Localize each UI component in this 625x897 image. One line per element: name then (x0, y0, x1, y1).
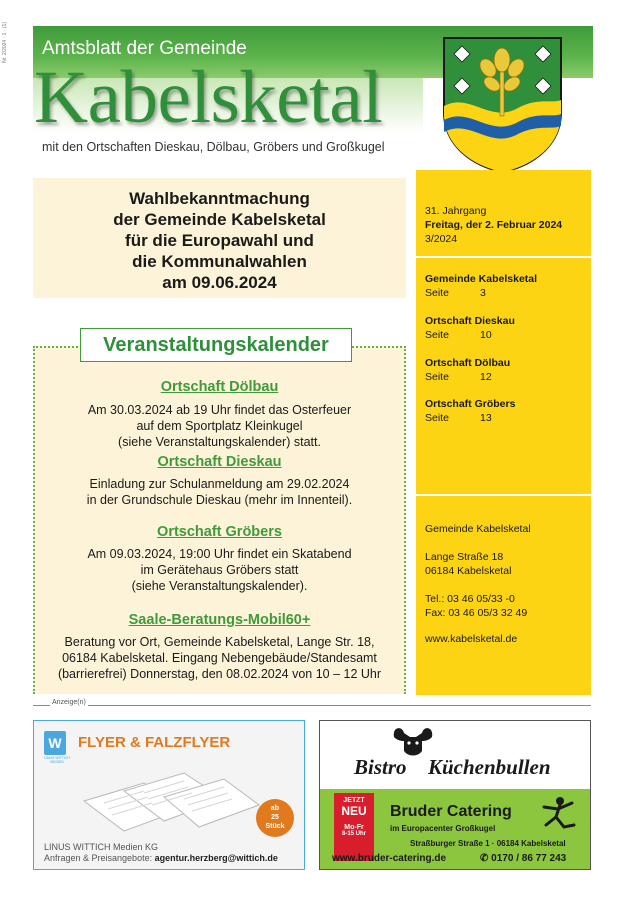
issue-number: 3/2024 (425, 233, 458, 245)
event-body (33, 546, 406, 594)
ad-flyer[interactable] (33, 720, 305, 870)
info-divider (416, 494, 591, 496)
event-body (33, 402, 406, 450)
event-line: Am 30.03.2024 ab 19 Uhr findet das Osterfeuer (87, 403, 352, 417)
side-code: Nr. 2/2024 · 1 · (1) (2, 22, 8, 63)
toc-page-number: 3 (480, 287, 486, 299)
election-line: Wahlbekanntmachung (129, 189, 310, 208)
toc-title: Gemeinde Kabelsketal (425, 273, 538, 285)
masthead-subtitle: mit den Ortschaften Dieskau, Dölbau, Gröbers und Großkugel (42, 140, 385, 154)
event-line: in der Grundschule Dieskau (mehr im Innenteil). (86, 493, 353, 507)
badge-number: 25 (271, 814, 279, 821)
toc-page-number: 12 (480, 371, 492, 383)
event-line: (siehe Veranstaltungskalender). (131, 579, 308, 593)
issue-date: Freitag, der 2. Februar 2024 (425, 219, 563, 231)
election-line: der Gemeinde Kabelsketal (113, 210, 326, 229)
badge-ab: ab (270, 805, 280, 812)
ad-separator (33, 705, 591, 706)
wittich-logo-label: LINUS WITTICH MEDIEN (44, 756, 70, 764)
flyer-email-link[interactable]: agentur.herzberg@wittich.de (154, 853, 278, 863)
contact-name: Gemeinde Kabelsketal (425, 523, 531, 535)
toc-page-number: 10 (480, 329, 492, 341)
event-heading: Ortschaft Dieskau (157, 454, 282, 470)
flyer-contact (44, 853, 278, 863)
coat-of-arms-icon (440, 34, 565, 174)
contact-tel: Tel.: 03 46 05/33 -0 (425, 593, 515, 605)
badge-hours: 8-15 Uhr (341, 831, 366, 837)
toc-seite-label: Seite (425, 412, 449, 424)
event-heading: Ortschaft Gröbers (157, 524, 282, 540)
price-badge (256, 799, 294, 837)
flyer-company: LINUS WITTICH Medien KG (44, 842, 159, 852)
ad-catering[interactable] (319, 720, 591, 870)
event-line: (barrierefrei) Donnerstag, den 08.02.2024 von 10 – 12 Uhr (57, 667, 382, 681)
badge-days: Mo-Fr (344, 824, 364, 831)
info-divider (416, 256, 591, 258)
event-calendar-title: Veranstaltungskalender (80, 328, 352, 362)
contact-city: 06184 Kabelsketal (425, 565, 512, 577)
election-notice-box (33, 178, 406, 298)
toc-seite-label: Seite (425, 371, 449, 383)
toc-title: Ortschaft Dieskau (425, 315, 515, 327)
badge-neu: NEU (341, 804, 367, 818)
catering-address: Straßburger Straße 1 · 06184 Kabelsketal (410, 839, 566, 848)
phone-icon: ✆ (480, 853, 492, 864)
new-badge (334, 793, 374, 861)
catering-phone-number: 0170 / 86 77 243 (491, 853, 567, 864)
issue-jahrgang: 31. Jahrgang (425, 205, 487, 217)
bull-icon (388, 723, 438, 759)
toc-page-number: 13 (480, 412, 492, 424)
contact-street: Lange Straße 18 (425, 551, 504, 563)
wittich-logo-icon: W (44, 731, 66, 755)
toc-page-row (425, 411, 492, 425)
event-body (33, 634, 406, 682)
flyer-stack-icon (74, 761, 264, 841)
toc-seite-label: Seite (425, 329, 449, 341)
ad-label: Anzeige(n) (52, 699, 86, 706)
event-line: 06184 Kabelsketal. Eingang Nebengebäude/Standesamt (62, 651, 377, 665)
catering-phone[interactable] (480, 853, 566, 864)
event-line: Am 09.03.2024, 19:00 Uhr findet ein Skatabend (87, 547, 352, 561)
catering-title: Bruder Catering (390, 803, 512, 820)
badge-unit: Stück (265, 823, 285, 830)
dancer-icon (534, 795, 578, 837)
masthead-amtsblatt: Amtsblatt der Gemeinde (42, 38, 247, 59)
election-line: die Kommunalwahlen (132, 252, 307, 271)
election-line: für die Europawahl und (125, 231, 314, 250)
event-heading: Ortschaft Dölbau (160, 379, 279, 395)
toc-title: Ortschaft Dölbau (425, 357, 511, 369)
event-heading: Saale-Beratungs-Mobil60+ (128, 612, 311, 628)
event-body (33, 476, 406, 508)
toc-title: Ortschaft Gröbers (425, 398, 516, 410)
masthead-title: Kabelsketal (34, 56, 383, 139)
info-column (416, 170, 591, 695)
election-line: am 09.06.2024 (162, 273, 277, 292)
toc-page-row (425, 370, 492, 384)
toc-page-row (425, 286, 486, 300)
flyer-headline: FLYER & FALZFLYER (78, 734, 231, 751)
toc-seite-label: Seite (425, 287, 449, 299)
flyer-contact-prefix: Anfragen & Preisangebote: (44, 853, 155, 863)
contact-web-link[interactable]: www.kabelsketal.de (425, 633, 518, 645)
event-line: im Gerätehaus Gröbers statt (140, 563, 299, 577)
event-line: (siehe Veranstaltungskalender) statt. (118, 435, 321, 449)
event-line: Einladung zur Schulanmeldung am 29.02.2024 (89, 477, 350, 491)
catering-web-link[interactable]: www.bruder-catering.de (332, 853, 447, 864)
toc-page-row (425, 328, 492, 342)
event-line: Beratung vor Ort, Gemeinde Kabelsketal, Lange Str. 18, (64, 635, 375, 649)
contact-fax: Fax: 03 46 05/3 32 49 (425, 607, 528, 619)
badge-jetzt: JETZT (343, 797, 365, 804)
election-notice-text (33, 188, 406, 293)
kuechenbullen-label: Küchenbullen (428, 755, 551, 779)
bistro-label: Bistro (354, 755, 407, 779)
event-line: auf dem Sportplatz Kleinkugel (136, 419, 303, 433)
catering-location: im Europacenter Großkugel (390, 824, 496, 833)
